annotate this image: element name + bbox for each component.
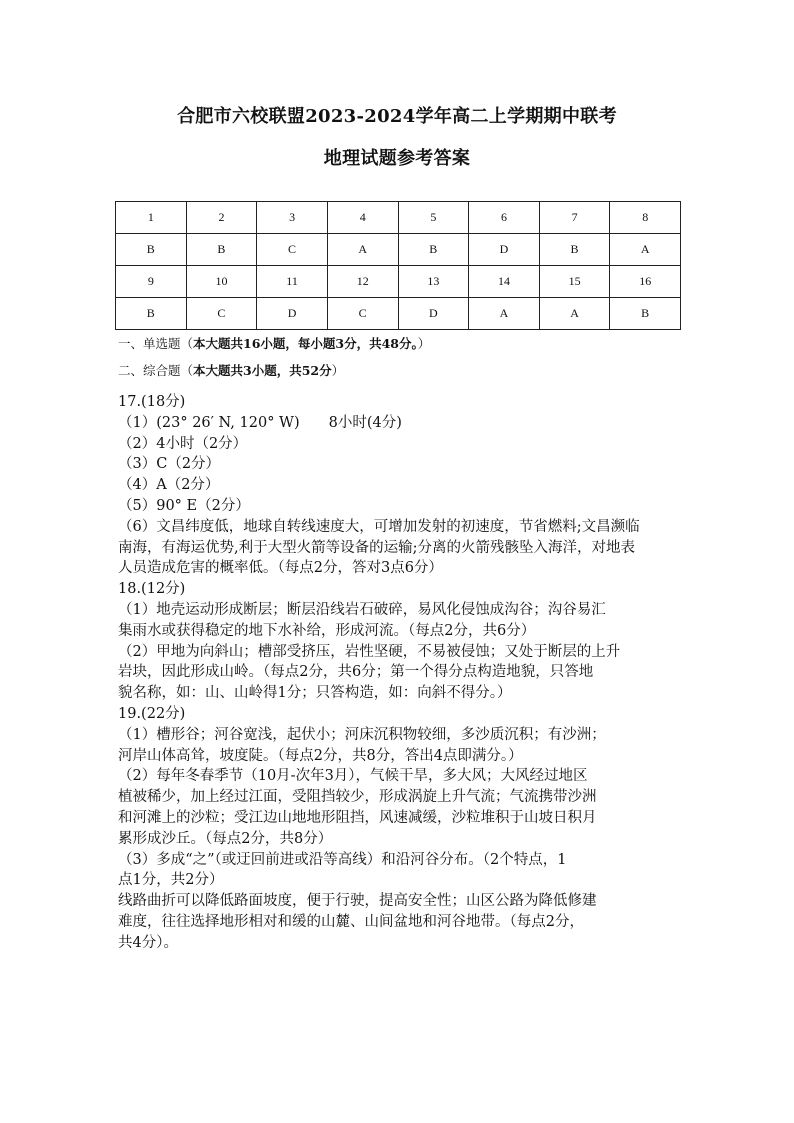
question-number-cell: 1	[116, 202, 187, 234]
document-subtitle: 地理试题参考答案	[323, 148, 471, 169]
answer-explanations	[118, 392, 693, 954]
question-number-cell: 3	[257, 202, 328, 234]
answer-key-table-body	[116, 202, 681, 330]
answer-letter-cell: B	[116, 234, 187, 266]
question-number-cell: 16	[610, 266, 681, 298]
answer-text-line: （3）多成“之”（或迂回前进或沿等高线）和沿河谷分布。（2个特点，1	[118, 851, 567, 868]
section-single-choice-suffix: ）	[417, 336, 431, 351]
answer-letter-cell: C	[327, 298, 398, 330]
question-number-cell: 7	[539, 202, 610, 234]
section-single-choice-detail: 本大题共16小题，每小题3分，共48分。	[193, 336, 418, 351]
answer-text-line: （1）槽形谷；河谷宽浅，起伏小；河床沉积物较细，多沙质沉积；有沙洲；	[118, 726, 606, 743]
answer-text-line: 17.(18分)	[118, 394, 186, 410]
question-number-cell: 13	[398, 266, 469, 298]
answer-text-line: （6）文昌纬度低，地球自转线速度大，可增加发射的初速度，节省燃料;文昌濒临	[118, 518, 640, 535]
answer-text-line: 南海，有海运优势,利于大型火箭等设备的运输;分离的火箭残骸坠入海洋，对地表	[118, 539, 635, 556]
answer-text-line: 和河滩上的沙粒；受江边山地地形阻挡，风速减缓，沙粒堆积于山坡日积月	[118, 809, 597, 826]
answer-letter-cell: C	[257, 234, 328, 266]
question-number-cell: 9	[116, 266, 187, 298]
answer-letter-cell: D	[257, 298, 328, 330]
answer-text-line: 集雨水或获得稳定的地下水补给，形成河流。（每点2分，共6分）	[118, 622, 536, 639]
answer-text-line: 18.(12分)	[118, 581, 186, 598]
answer-text-line: 河岸山体高耸，坡度陡。（每点2分，共8分，答出4点即满分。）	[118, 747, 523, 764]
answer-text-line: 19.(22分)	[118, 705, 186, 722]
section-comprehensive-prefix: 二、综合题（	[118, 363, 194, 378]
answer-letter-cell: A	[327, 234, 398, 266]
answer-letter-cell: A	[469, 298, 540, 330]
answer-table-row	[116, 202, 681, 234]
section-comprehensive-heading	[118, 362, 344, 380]
answer-letter-cell: D	[469, 234, 540, 266]
question-number-cell: 12	[327, 266, 398, 298]
answer-text-line: （2）4小时（2分）	[118, 435, 248, 452]
question-number-cell: 6	[469, 202, 540, 234]
question-number-cell: 8	[610, 202, 681, 234]
section-single-choice-heading	[118, 335, 430, 353]
answer-letter-cell: C	[186, 298, 257, 330]
answer-text-line: （4）A（2分）	[118, 477, 220, 494]
answer-text-line: 共4分）。	[118, 934, 178, 951]
answer-key-table	[115, 201, 681, 330]
answer-text-line: （1）(23° 26′ N, 120° W) 8小时(4分)	[118, 414, 402, 431]
answer-text-line: 植被稀少，加上经过江面，受阻挡较少，形成涡旋上升气流；气流携带沙洲	[118, 789, 597, 806]
question-number-cell: 5	[398, 202, 469, 234]
question-number-cell: 15	[539, 266, 610, 298]
answer-letter-cell: B	[398, 234, 469, 266]
answer-text-line: （1）地壳运动形成断层；断层沿线岩石破碎，易风化侵蚀成沟谷；沟谷易汇	[118, 601, 606, 618]
answer-text-line: 点1分，共2分）	[118, 872, 224, 889]
question-number-cell: 4	[327, 202, 398, 234]
answer-text-line: 难度，往往选择地形相对和缓的山麓、山间盆地和河谷地带。（每点2分，	[118, 913, 584, 930]
answer-text-line: （2）每年冬春季节（10月-次年3月），气候干旱，多大风；大风经过地区	[118, 768, 588, 785]
answer-letter-cell: B	[539, 234, 610, 266]
answer-text-line: 人员造成危害的概率低。（每点2分，答对3点6分）	[118, 560, 443, 577]
answer-text-line: 貌名称，如：山、山岭得1分；只答构造，如：向斜不得分。）	[118, 685, 512, 702]
answer-text-line: （5）90° E（2分）	[118, 497, 250, 514]
answer-table-row	[116, 298, 681, 330]
answer-text-line: 线路曲折可以降低路面坡度，便于行驶，提高安全性；山区公路为降低修建	[118, 893, 597, 910]
answer-text-line: （2）甲地为向斜山；槽部受挤压，岩性坚硬，不易被侵蚀；又处于断层的上升	[118, 643, 621, 660]
section-comprehensive-detail: 本大题共3小题，共52分	[193, 363, 332, 378]
answer-letter-cell: D	[398, 298, 469, 330]
answer-table-row	[116, 266, 681, 298]
answer-text-line: 累形成沙丘。（每点2分，共8分）	[118, 830, 333, 847]
question-number-cell: 2	[186, 202, 257, 234]
answer-letter-cell: A	[610, 234, 681, 266]
answer-letter-cell: B	[610, 298, 681, 330]
answer-letter-cell: A	[539, 298, 610, 330]
answer-letter-cell: B	[116, 298, 187, 330]
section-single-choice-prefix: 一、单选题（	[118, 336, 194, 351]
question-number-cell: 11	[257, 266, 328, 298]
answer-text-line: （3）C（2分）	[118, 456, 221, 473]
document-title: 合肥市六校联盟2023-2024学年高二上学期期中联考	[177, 106, 617, 127]
question-number-cell: 10	[186, 266, 257, 298]
answer-letter-cell: B	[186, 234, 257, 266]
question-number-cell: 14	[469, 266, 540, 298]
answer-table-row	[116, 234, 681, 266]
answer-text-line: 岩块，因此形成山岭。（每点2分，共6分；第一个得分点构造地貌，只答地	[118, 664, 594, 681]
section-comprehensive-suffix: ）	[331, 363, 345, 378]
